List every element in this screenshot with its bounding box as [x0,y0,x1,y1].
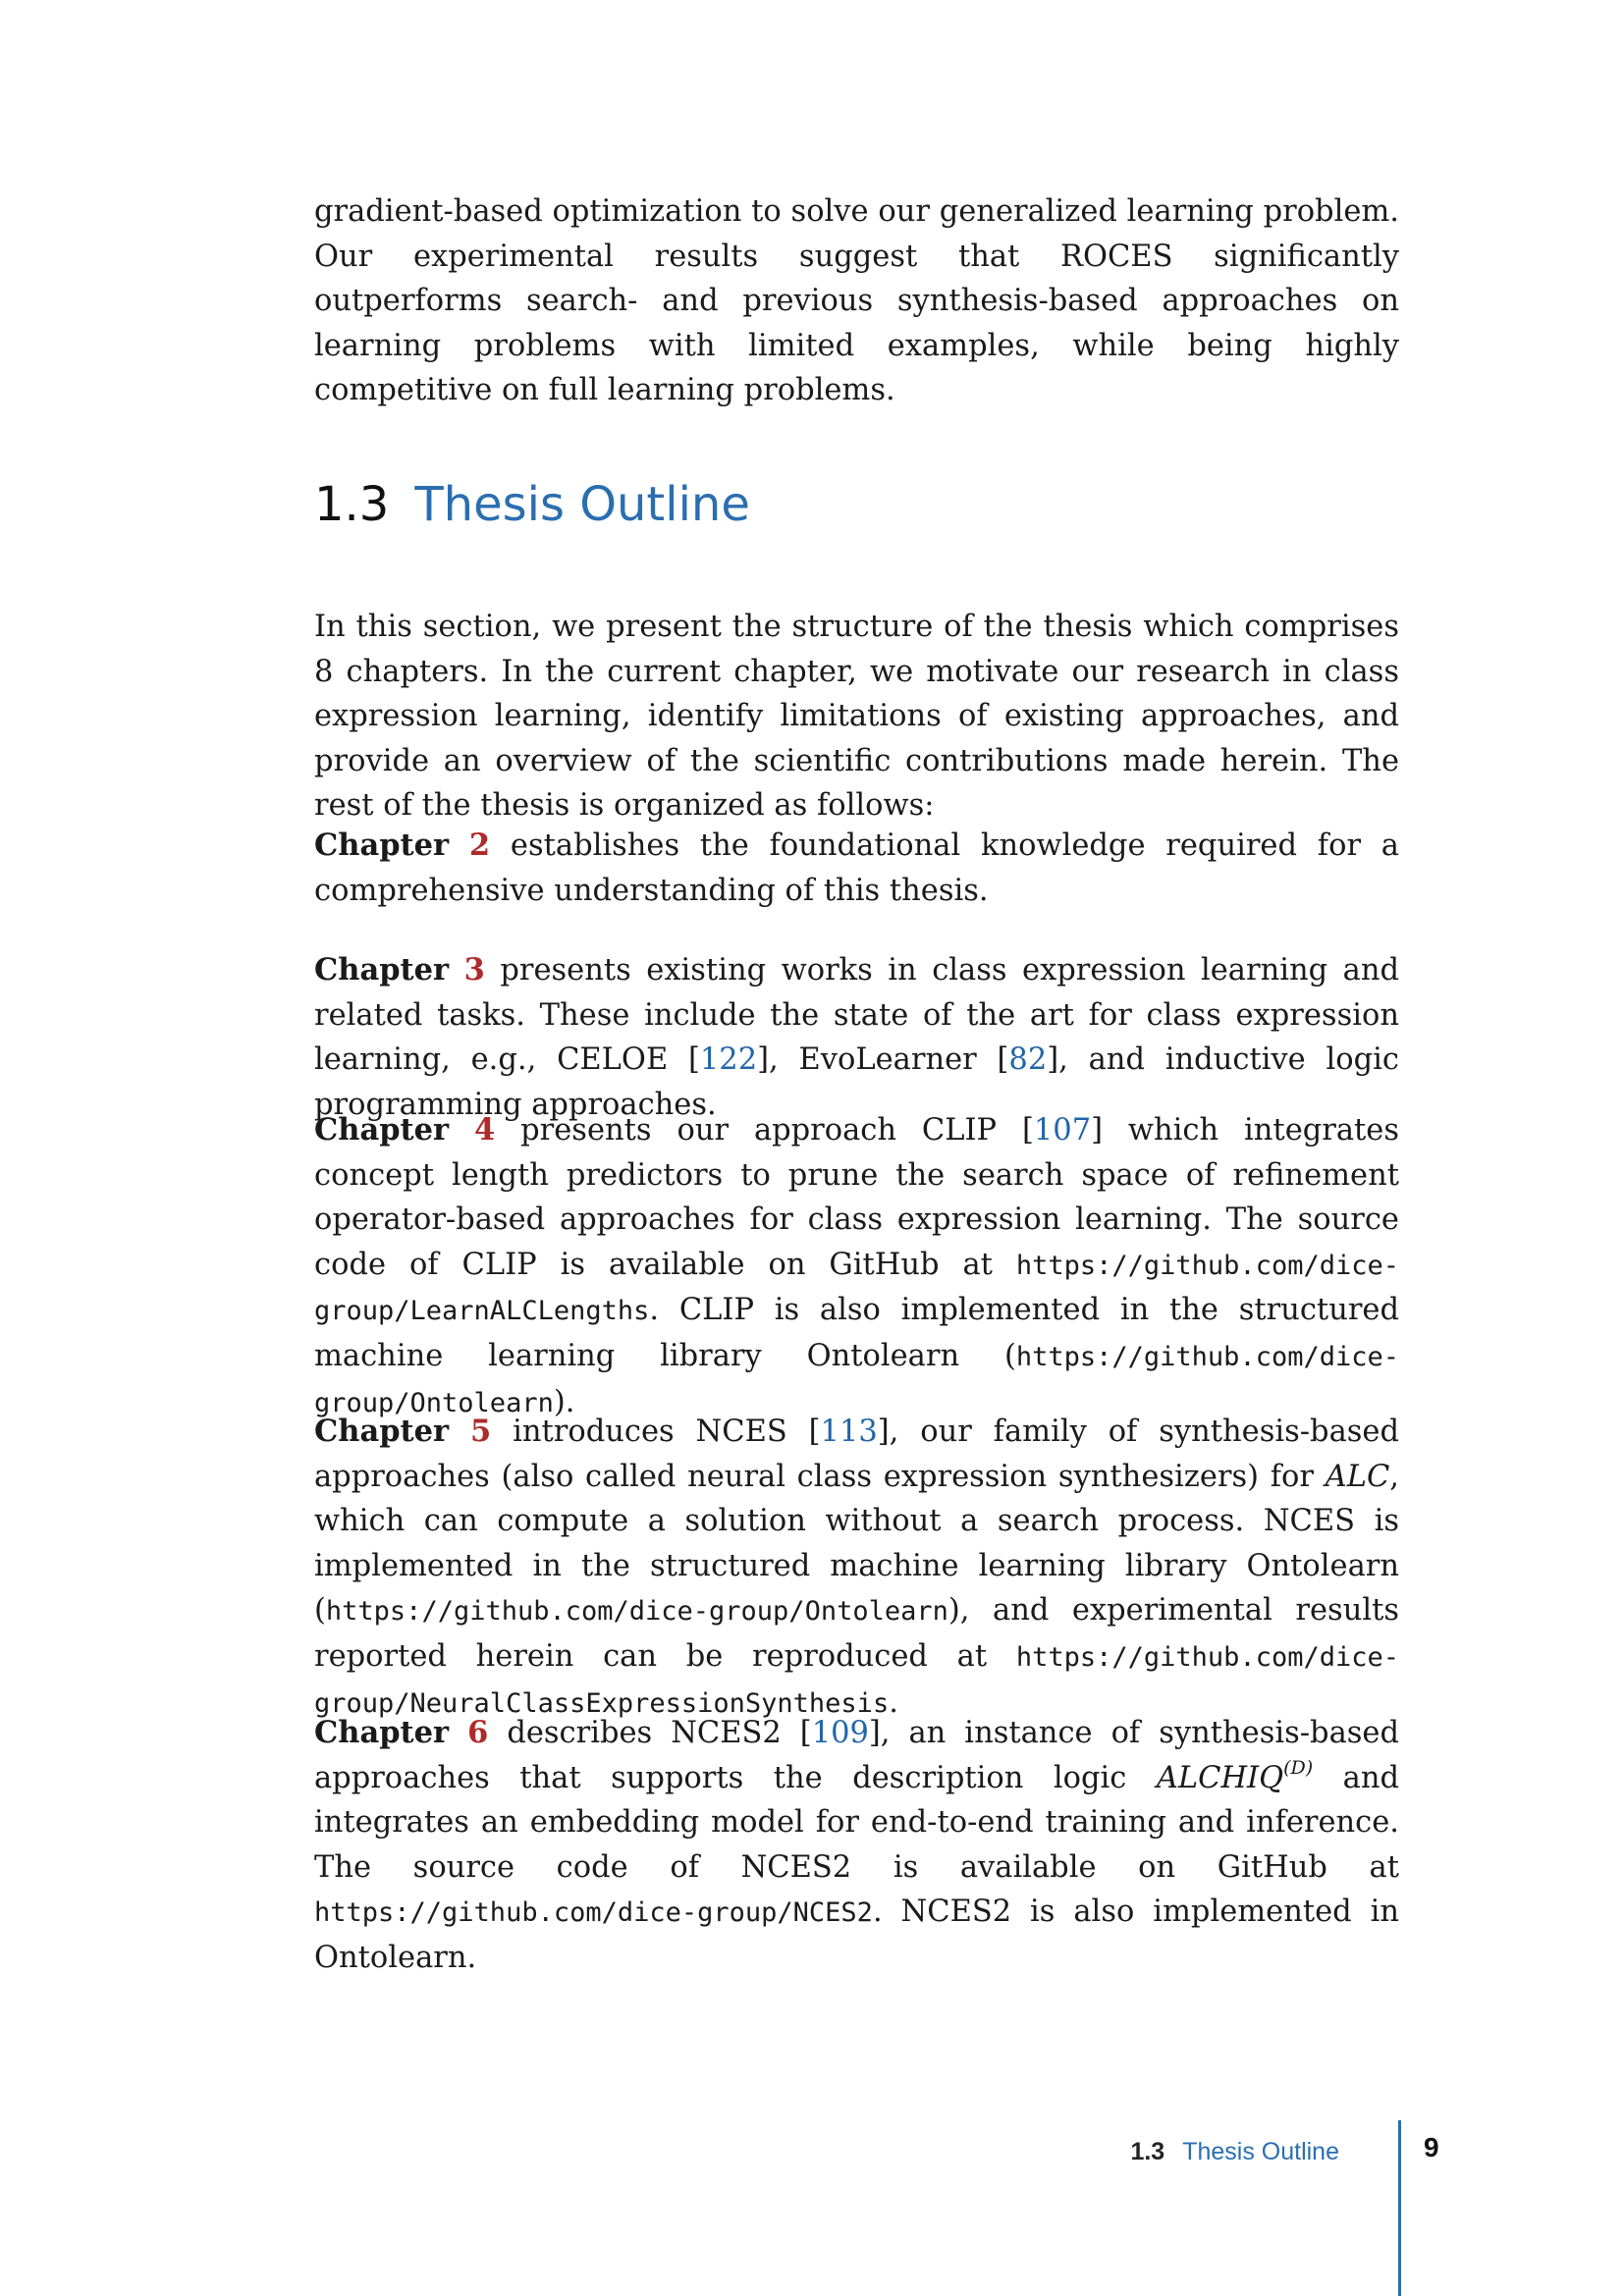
chapter-label: Chapter [314,1715,450,1750]
chapter-ref-link[interactable]: 6 [467,1715,489,1750]
chapter-text: and integrates an embedding model for end-to-end training and inference. The source code of NCES2 is available on GitHub at [314,1760,1400,1885]
intro-paragraph: gradient-based optimization to solve our generalized learning problem. Our experimental results suggest that ROCES significantly outperforms search- and previous synthesis-based approaches on learning problems with limited examples, while being highly competitive on full learning problems. [314,194,1399,408]
chapter-text: ), and experimental results reported herein can be reproduced at [314,1593,1399,1674]
chapter-3-paragraph [314,948,1399,1127]
math-superscript: (D) [1283,1756,1314,1779]
chapter-text: . NCES2 is also implemented in Ontolearn. [314,1895,1399,1975]
chapter-label: Chapter [314,1112,450,1148]
chapter-5-paragraph [314,1410,1399,1726]
chapter-6-paragraph [314,1711,1399,1981]
citation-link[interactable]: 122 [699,1042,758,1078]
chapter-ref-link[interactable]: 2 [468,828,491,863]
chapter-text: establishes the foundational knowledge required for a comprehensive understanding of this thesis. [314,828,1399,908]
chapter-ref-link[interactable]: 4 [474,1112,496,1148]
chapter-ref-link[interactable]: 5 [470,1414,492,1449]
outline-intro-block [314,605,1399,828]
chapter-text: ). [553,1384,575,1419]
citation-link[interactable]: 107 [1033,1113,1092,1148]
outline-intro: In this section, we present the structure of the thesis which comprises 8 chapters. In the current chapter, we motivate our research in class expression learning, identify limitations of existing approaches, and provide an overview of the scientific contributions made herein. The rest of the thesis is organized as follows: [314,610,1399,824]
citation-link[interactable]: 82 [1008,1042,1048,1078]
running-footer [1130,2138,1339,2166]
url-link[interactable]: https://github.com/dice-group/LearnALCLengths [314,1250,1399,1327]
section-number: 1.3 [314,477,390,532]
chapter-label: Chapter [314,1414,450,1449]
chapter-text: presents existing works in class expression learning and related tasks. These include the state of the art for class expression learning, e.g., CELOE [ [314,953,1399,1078]
chapter-text: ], and inductive logic programming approaches. [314,1042,1399,1122]
chapter-text: . [889,1684,898,1720]
footer-section-title: Thesis Outline [1182,2138,1339,2165]
chapter-text: . CLIP is also implemented in the structured machine learning library Ontolearn ( [314,1293,1399,1373]
chapter-2-paragraph [314,824,1399,913]
url-link[interactable]: https://github.com/dice-group/Ontolearn [325,1596,948,1628]
citation-link[interactable]: 109 [811,1716,869,1750]
citation-link[interactable]: 113 [820,1415,878,1449]
chapter-text: , which can compute a solution without a search process. NCES is implemented in the structured machine learning library Ontolearn ( [314,1459,1399,1629]
chapter-text: describes NCES2 [ [488,1716,812,1750]
chapter-text: ], our family of synthesis-based approaches (also called neural class expression synthesizers) for [314,1415,1399,1494]
chapter-text: ], an instance of synthesis-based approaches that supports the description logic [314,1716,1399,1795]
url-link[interactable]: https://github.com/dice-group/Ontolearn [314,1341,1399,1418]
intro-paragraph-block [314,189,1399,413]
math-logic-alchiq: ALCHIQ [1156,1760,1284,1795]
chapter-text: ], EvoLearner [ [757,1042,1009,1078]
math-logic-alc: ALC [1325,1459,1390,1494]
chapter-ref-link[interactable]: 3 [463,952,485,988]
footer-rule [1398,2120,1401,2296]
page-number: 9 [1424,2132,1439,2163]
chapter-4-paragraph [314,1108,1399,1425]
footer-section-number: 1.3 [1130,2138,1165,2165]
chapter-text: presents our approach CLIP [ [495,1113,1034,1148]
section-title: Thesis Outline [414,477,750,532]
chapter-label: Chapter [314,828,450,863]
url-link[interactable]: https://github.com/dice-group/NeuralClassExpressionSynthesis [314,1641,1399,1719]
chapter-text: introduces NCES [ [491,1415,821,1449]
chapter-label: Chapter [314,952,450,988]
url-link[interactable]: https://github.com/dice-group/NCES2 [314,1897,873,1929]
section-heading [314,475,750,534]
chapter-text: ] which integrates concept length predictors to prune the search space of refinement operator-based approaches for class expression learning. The source code of CLIP is available on GitHub at [314,1113,1399,1282]
